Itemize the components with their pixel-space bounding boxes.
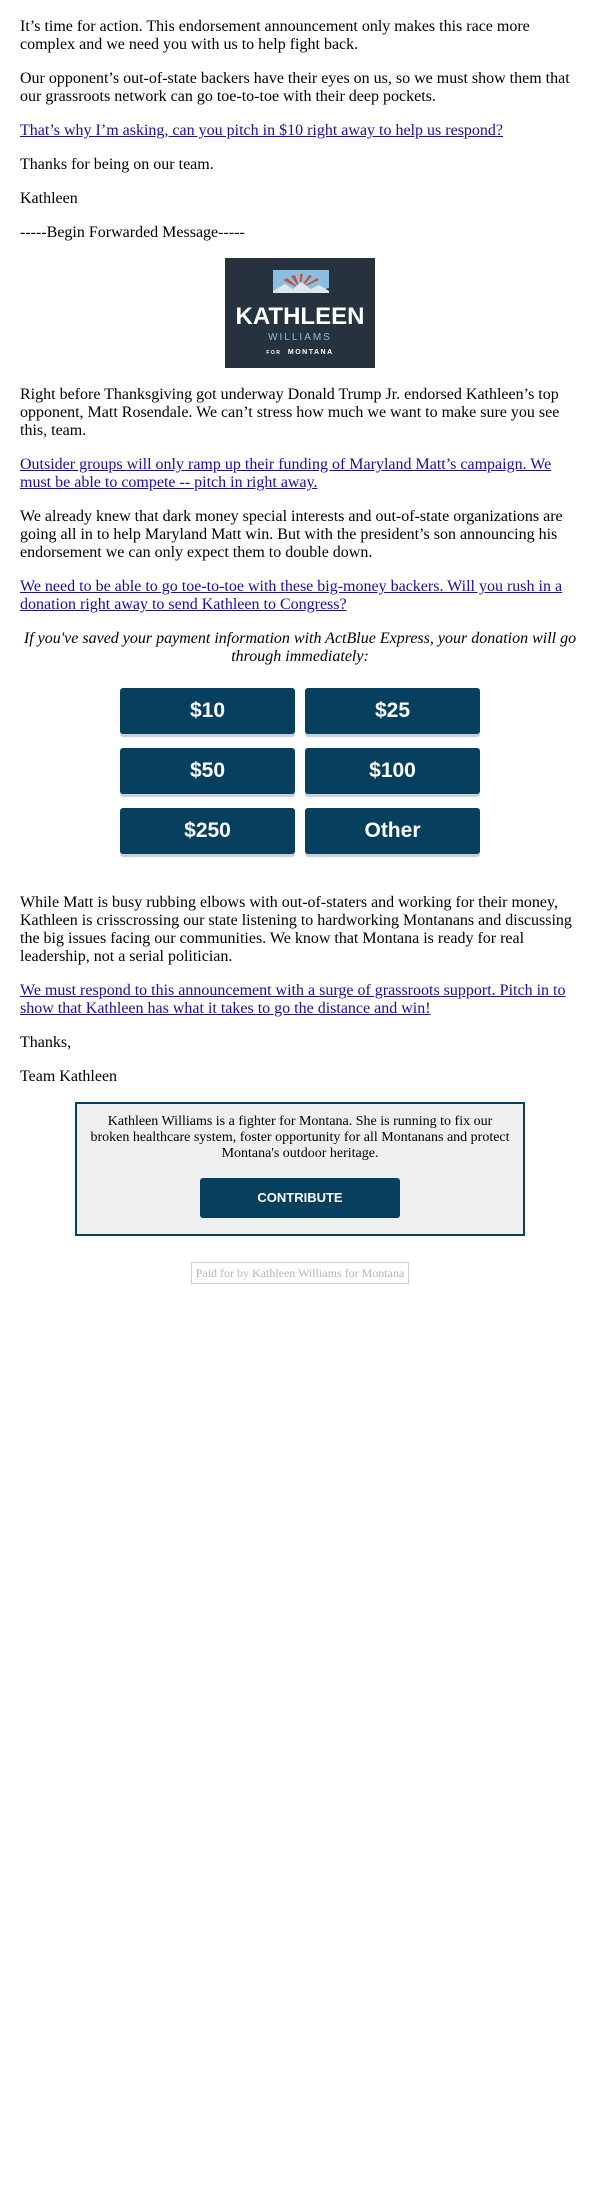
- actblue-note: If you've saved your payment information with ActBlue Express, your donation will go through immediately:: [23, 630, 577, 665]
- closing-signature: Team Kathleen: [20, 1068, 118, 1085]
- paid-for-disclaimer: Paid for by Kathleen Williams for Montana: [191, 1262, 410, 1284]
- campaign-logo-graphic: [225, 258, 375, 368]
- intro-thanks: Thanks for being on our team.: [20, 156, 214, 173]
- contribute-button[interactable]: CONTRIBUTE: [200, 1178, 400, 1218]
- intro-signature: Kathleen: [20, 190, 78, 207]
- donate-10-button[interactable]: $10: [120, 688, 295, 734]
- campaign-logo: [225, 258, 375, 368]
- intro-paragraph-2: Our opponent’s out-of-state backers have their eyes on us, so we must show them that our grassroots network can go toe-to-toe with their deep pockets.: [20, 70, 570, 105]
- forwarded-paragraph-2: We already knew that dark money special interests and out-of-state organizations are going all in to help Maryland Matt win. But with the president’s son announcing his endorsement we can only expect them to double down.: [20, 508, 563, 561]
- spacer: [20, 854, 580, 894]
- svg-text:FOR MONTANA: [266, 349, 333, 356]
- contribute-box-text: Kathleen Williams is a fighter for Montana. She is running to fix our broken healthcare system, foster opportunity for all Montanans and protect Montana's outdoor heritage.: [90, 1114, 510, 1161]
- compete-donate-link[interactable]: Outsider groups will only ramp up their funding of Maryland Matt’s campaign. We must be able to compete -- pitch in right away.: [20, 456, 552, 491]
- congress-donate-link[interactable]: We need to be able to go toe-to-toe with these big-money backers. Will you rush in a donation right away to send Kathleen to Congress?: [20, 578, 563, 613]
- donate-10-link[interactable]: That’s why I’m asking, can you pitch in $10 right away to help us respond?: [20, 122, 504, 139]
- intro-paragraph-1: It’s time for action. This endorsement announcement only makes this race more complex and we need you with us to help fight back.: [20, 18, 530, 53]
- closing-link-paragraph: [20, 982, 580, 1018]
- forwarded-link-paragraph-1: [20, 456, 580, 492]
- intro-donate-link-paragraph: [20, 122, 580, 140]
- donation-amount-grid: [120, 688, 480, 854]
- donate-other-button[interactable]: Other: [305, 808, 480, 854]
- forwarded-link-paragraph-2: [20, 578, 580, 614]
- closing-thanks: Thanks,: [20, 1034, 72, 1051]
- donate-50-button[interactable]: $50: [120, 748, 295, 794]
- logo-container: [20, 258, 580, 368]
- logo-surname-text: WILLIAMS: [268, 332, 332, 343]
- contribute-box: [75, 1102, 525, 1236]
- forwarded-paragraph-1: Right before Thanksgiving got underway Donald Trump Jr. endorsed Kathleen’s top opponent, Matt Rosendale. We can’t stress how much we want to make sure you see this, team.: [20, 386, 560, 439]
- logo-for-text: FOR: [266, 350, 282, 356]
- donate-25-button[interactable]: $25: [305, 688, 480, 734]
- forward-separator: -----Begin Forwarded Message-----: [20, 224, 245, 241]
- closing-paragraph: While Matt is busy rubbing elbows with out-of-staters and working for their money, Kathleen is crisscrossing our state listening to hardworking Montanans and discussing the big issues facing our communities. We know that Montana is ready for real leadership, not a serial politician.: [20, 894, 572, 965]
- donate-250-button[interactable]: $250: [120, 808, 295, 854]
- logo-name-text: KATHLEEN: [235, 303, 365, 330]
- grassroots-donate-link[interactable]: We must respond to this announcement with a surge of grassroots support. Pitch in to show that Kathleen has what it takes to go the distance and win!: [20, 982, 566, 1017]
- paid-for-container: [20, 1262, 580, 1284]
- logo-state-text: MONTANA: [287, 349, 334, 356]
- donate-100-button[interactable]: $100: [305, 748, 480, 794]
